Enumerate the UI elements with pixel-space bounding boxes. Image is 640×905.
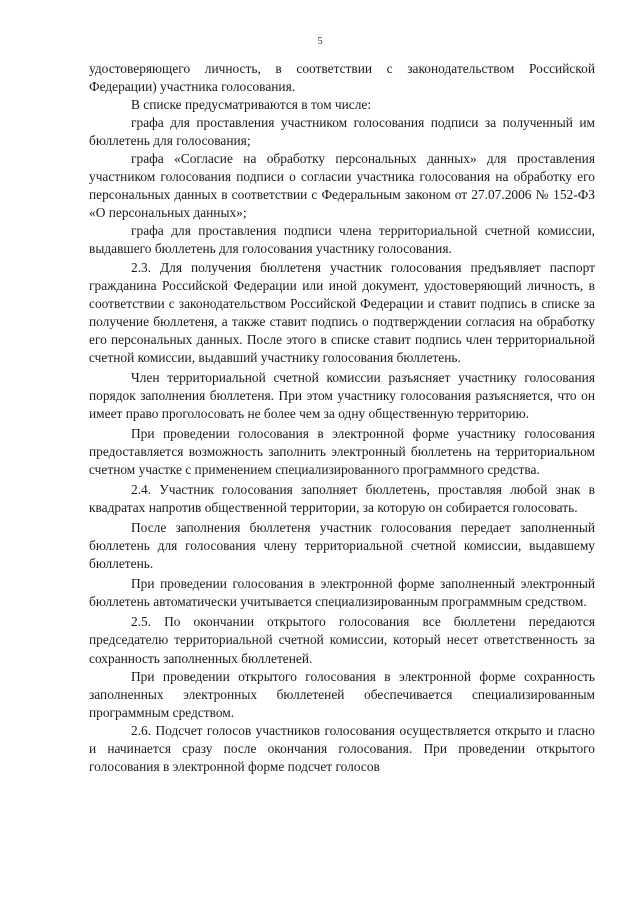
paragraph: 2.6. Подсчет голосов участников голосования осуществляется открыто и гласно и начинается сразу после окончания голосования. При проведении открытого голосования в электронной форме подсчет голосов: [89, 722, 595, 774]
page-number: 5: [317, 36, 323, 47]
paragraph: 2.3. Для получения бюллетеня участник голосования предъявляет паспорт гражданина Российской Федерации или иной документ, удостоверяющий личность, в соответствии с законодательством Российской Федерации и ставит подпись в списке за получение бюллетеня, а также ставит подпись о подтверждении согласия на обработку его персональных данных. После этого в списке ставит подпись член территориальной счетной комиссии, выдавший участнику голосования бюллетень.: [89, 259, 595, 365]
paragraph: В списке предусматриваются в том числе:: [131, 97, 372, 113]
paragraph: графа «Согласие на обработку персональных данных» для проставления участником голосования подписи о согласии участника голосования на обработку его персональных данных в соответствии с Федеральным законом от 27.07.2006 № 152-ФЗ «О персональных данных»;: [89, 151, 595, 221]
paragraph: После заполнения бюллетеня участник голосования передает заполненный бюллетень для голосования члену территориальной счетной комиссии, выдавшему бюллетень.: [89, 520, 595, 572]
paragraph: графа для проставления участником голосования подписи за полученный им бюллетень для голосования;: [89, 115, 595, 149]
document-body: [89, 60, 595, 776]
paragraph: Член территориальной счетной комиссии разъясняет участнику голосования порядок заполнения бюллетеня. При этом участнику голосования разъясняется, что он имеет право проголосовать не более чем за одну общественную территорию.: [89, 369, 595, 421]
paragraph: графа для проставления подписи члена территориальной счетной комиссии, выдавшего бюллетень для голосования участнику голосования.: [89, 223, 595, 257]
paragraph: удостоверяющего личность, в соответствии с законодательством Российской Федерации) участника голосования.: [89, 61, 595, 95]
paragraph: При проведении открытого голосования в электронной форме сохранность заполненных электронных бюллетеней обеспечивается специализированным программным средством.: [89, 668, 595, 720]
paragraph: 2.5. По окончании открытого голосования все бюллетени передаются председателю территориальной счетной комиссии, который несет ответственность за сохранность заполненных бюллетеней.: [89, 614, 595, 666]
paragraph: 2.4. Участник голосования заполняет бюллетень, проставляя любой знак в квадратах напротив общественной территории, за которую он собирается голосовать.: [89, 482, 595, 516]
paragraph: При проведении голосования в электронной форме участнику голосования предоставляется возможность заполнить электронный бюллетень на территориальном счетном участке с применением специализированного программного средства.: [89, 425, 595, 478]
paragraph: При проведении голосования в электронной форме заполненный электронный бюллетень автоматически учитывается специализированным программным средством.: [89, 576, 595, 610]
